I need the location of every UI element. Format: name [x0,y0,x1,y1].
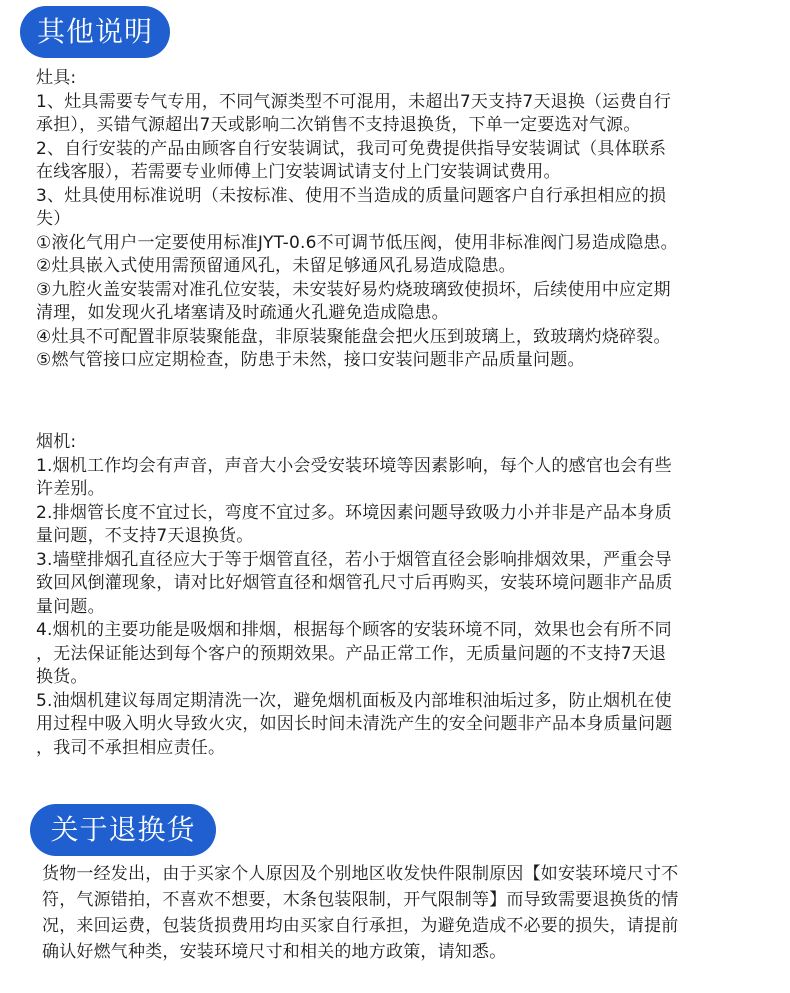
stove-line: 2、自行安装的产品由顾客自行安装调试，我司可免费提供指导安装调试（具体联系 [36,138,667,159]
stove-line: ②灶具嵌入式使用需预留通风孔，未留足够通风孔易造成隐患。 [36,256,516,276]
section-title-return: 关于退换货 [30,804,216,856]
stove-line: ①液化气用户一定要使用标准JYT-0.6不可调节低压阀，使用非标准阀门易造成隐患。 [36,232,678,253]
stove-line: 清理，如发现火孔堵塞请及时疏通火孔避免造成隐患。 [36,303,449,323]
hood-line: 5.油烟机建议每周定期清洗一次，避免烟机面板及内部堆积油垢过多，防止烟机在使 [36,690,672,711]
hood-heading: 烟机: [36,432,77,452]
hood-line: 换货。 [36,667,88,687]
hood-line: 2.排烟管长度不宜过长，弯度不宜过多。环境因素问题导致吸力小并非是产品本身质 [36,502,672,523]
stove-heading: 灶具: [36,68,77,88]
stove-line: 3、灶具使用标准说明（未按标准、使用不当造成的质量问题客户自行承担相应的损 [36,185,667,206]
hood-line: 1.烟机工作均会有声音，声音大小会受安装环境等因素影响，每个人的感官也会有些 [36,455,672,476]
stove-line: 承担），买错气源超出7天或影响二次销售不支持退换货，下单一定要选对气源。 [36,115,641,135]
stove-notes [36,67,772,373]
hood-notes [36,431,772,760]
stove-line: 1、灶具需要专气专用，不同气源类型不可混用，未超出7天支持7天退换（运费自行 [36,91,672,112]
return-policy [42,861,782,965]
hood-line: ，我司不承担相应责任。 [36,737,226,758]
return-line: 确认好燃气种类，安装环境尺寸和相关的地方政策，请知悉。 [42,942,507,962]
return-line: 货物一经发出，由于买家个人原因及个别地区收发快件限制原因【如安装环境尺寸不 [42,864,679,884]
hood-line: 量问题。 [36,596,105,617]
section-title-other: 其他说明 [20,6,170,58]
hood-line: 用过程中吸入明火导致火灾，如因长时间未清洗产生的安全问题非产品本身质量问题 [36,714,673,734]
stove-line: 失） [36,209,71,229]
stove-line: ③九腔火盖安装需对准孔位安装，未安装好易灼烧玻璃致使损坏，后续使用中应定期 [36,279,671,300]
return-line: 符，气源错拍，不喜欢不想要，木条包装限制，开气限制等】而导致需要退换货的情 [42,890,679,910]
hood-line: 许差别。 [36,479,105,499]
stove-line: ④灶具不可配置非原装聚能盘，非原装聚能盘会把火压到玻璃上，致玻璃灼烧碎裂。 [36,326,671,347]
hood-line: ，无法保证能达到每个客户的预期效果。产品正常工作，无质量问题的不支持7天退 [36,643,667,664]
hood-line: 3.墙壁排烟孔直径应大于等于烟管直径，若小于烟管直径会影响排烟效果，严重会导 [36,549,672,570]
stove-line: 在线客服），若需要专业师傅上门安装调试请支付上门安装调试费用。 [36,162,561,182]
hood-line: 量问题，不支持7天退换货。 [36,526,254,546]
hood-line: 4.烟机的主要功能是吸烟和排烟，根据每个顾客的安装环境不同，效果也会有所不同 [36,620,672,640]
hood-line: 致回风倒灌现象，请对比好烟管直径和烟管孔尺寸后再购买，安装环境问题非产品质 [36,573,673,593]
stove-line: ⑤燃气管接口应定期检查，防患于未然，接口安装问题非产品质量问题。 [36,350,585,370]
return-line: 况，来回运费，包装货损费用均由买家自行承担，为避免造成不必要的损失，请提前 [42,916,679,936]
